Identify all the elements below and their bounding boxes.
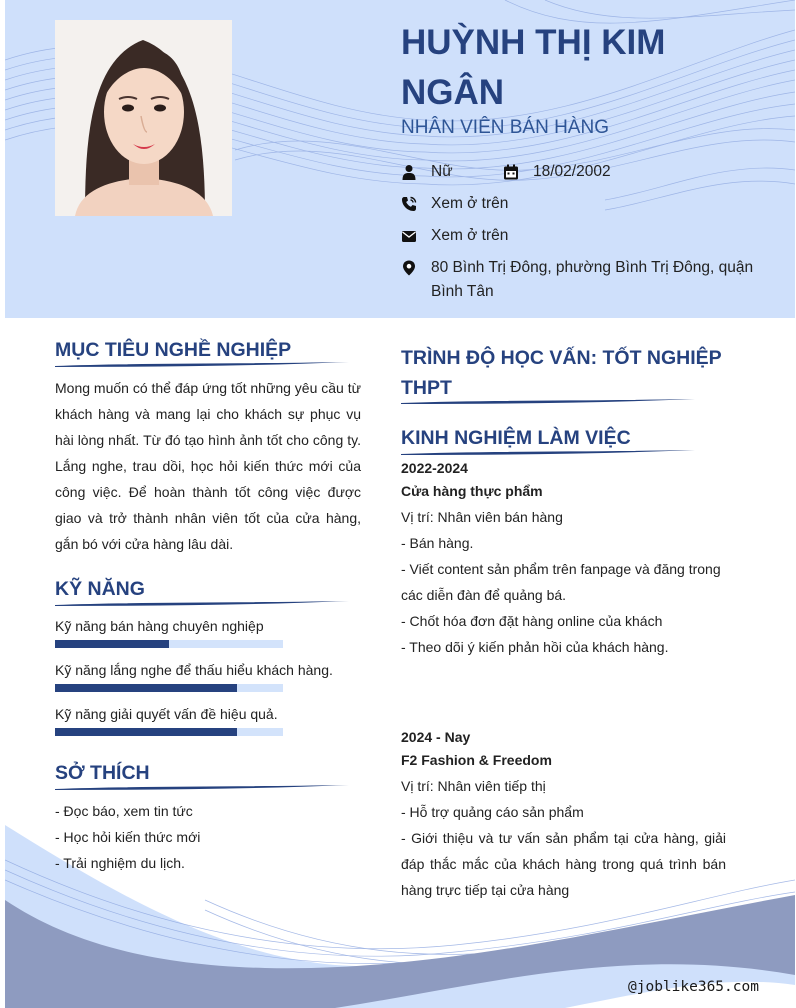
skill-bar (55, 728, 283, 736)
job-position: Vị trí: Nhân viên tiếp thị (401, 778, 546, 794)
job-duty: - Theo dõi ý kiến phản hồi của khách hàng. (401, 639, 669, 655)
profile-photo (55, 20, 232, 216)
hobby-item: - Trải nghiệm du lịch. (55, 855, 185, 871)
hobbies-underline (55, 784, 349, 792)
job-duty: - Chốt hóa đơn đặt hàng online của khách (401, 613, 663, 629)
skill-label: Kỹ năng bán hàng chuyên nghiệp (55, 618, 264, 634)
user-icon (401, 164, 417, 180)
birthdate-value: 18/02/2002 (533, 163, 611, 180)
skill-bar (55, 684, 283, 692)
job-position: Vị trí: Nhân viên bán hàng (401, 509, 563, 525)
skill-bar-fill (55, 640, 169, 648)
phone-icon (401, 196, 417, 212)
phone-value: Xem ở trên (431, 195, 509, 212)
skill-bar-fill (55, 728, 237, 736)
skill-bar (55, 640, 283, 648)
job-duty: - Viết content sản phẩm trên fanpage và đăng trong các diễn đàn để quảng bá. (401, 561, 721, 603)
address-value: 80 Bình Trị Đông, phường Bình Trị Đông, quận Bình Tân (431, 259, 754, 300)
phone-row (401, 192, 508, 216)
job-duty: - Hỗ trợ quảng cáo sản phẩm (401, 804, 584, 820)
email-value: Xem ở trên (431, 227, 509, 244)
job-period: 2024 - Nay (401, 729, 471, 745)
address-row (401, 256, 761, 304)
map-pin-icon (401, 260, 417, 276)
candidate-name: HUỲNH THỊ KIM NGÂN (401, 23, 666, 112)
objective-underline (55, 361, 349, 369)
objective-text: Mong muốn có thể đáp ứng tốt những yêu cầu từ khách hàng và mang lại cho khách sự phục vụ hài lòng nhất. Từ đó tạo hình ảnh tốt cho công ty. Lắng nghe, trau dồi, học hỏi kiến thức mới của công việc. Để hoàn thành tốt công việc được giao và trở thành nhân viên tốt của cửa hàng, gắn bó với cửa hàng lâu dài. (55, 380, 361, 552)
gender-row (401, 160, 453, 184)
skills-title: KỸ NĂNG (55, 578, 145, 600)
skills-underline (55, 600, 349, 608)
email-row (401, 224, 508, 248)
job-title: NHÂN VIÊN BÁN HÀNG (401, 117, 609, 138)
hobby-item: - Học hỏi kiến thức mới (55, 829, 201, 845)
hobbies-title: SỞ THÍCH (55, 762, 150, 784)
hobby-item: - Đọc báo, xem tin tức (55, 803, 193, 819)
job-duty: - Bán hàng. (401, 535, 474, 551)
skill-bar-fill (55, 684, 237, 692)
job-company: Cửa hàng thực phẩm (401, 483, 543, 499)
education-underline (401, 398, 695, 406)
skill-label: Kỹ năng giải quyết vấn đề hiệu quả. (55, 706, 278, 722)
skill-label: Kỹ năng lắng nghe để thấu hiểu khách hàng. (55, 662, 333, 678)
resume-page (5, 0, 795, 1008)
job-company: F2 Fashion & Freedom (401, 752, 552, 768)
education-title: TRÌNH ĐỘ HỌC VẤN: TỐT NGHIỆP THPT (401, 347, 722, 399)
gender-value: Nữ (431, 163, 453, 180)
experience-title: KINH NGHIỆM LÀM VIỆC (401, 427, 631, 449)
job-period: 2022-2024 (401, 460, 468, 476)
calendar-icon (503, 164, 519, 180)
objective-title: MỤC TIÊU NGHỀ NGHIỆP (55, 339, 292, 361)
watermark: @joblike365.com (628, 979, 759, 995)
envelope-icon (401, 228, 417, 244)
job-duty: - Giới thiệu và tư vấn sản phẩm tại cửa hàng, giải đáp thắc mắc của khách hàng trong quá trình bán hàng trực tiếp tại cửa hàng (401, 830, 726, 898)
birthdate-row (503, 160, 611, 184)
